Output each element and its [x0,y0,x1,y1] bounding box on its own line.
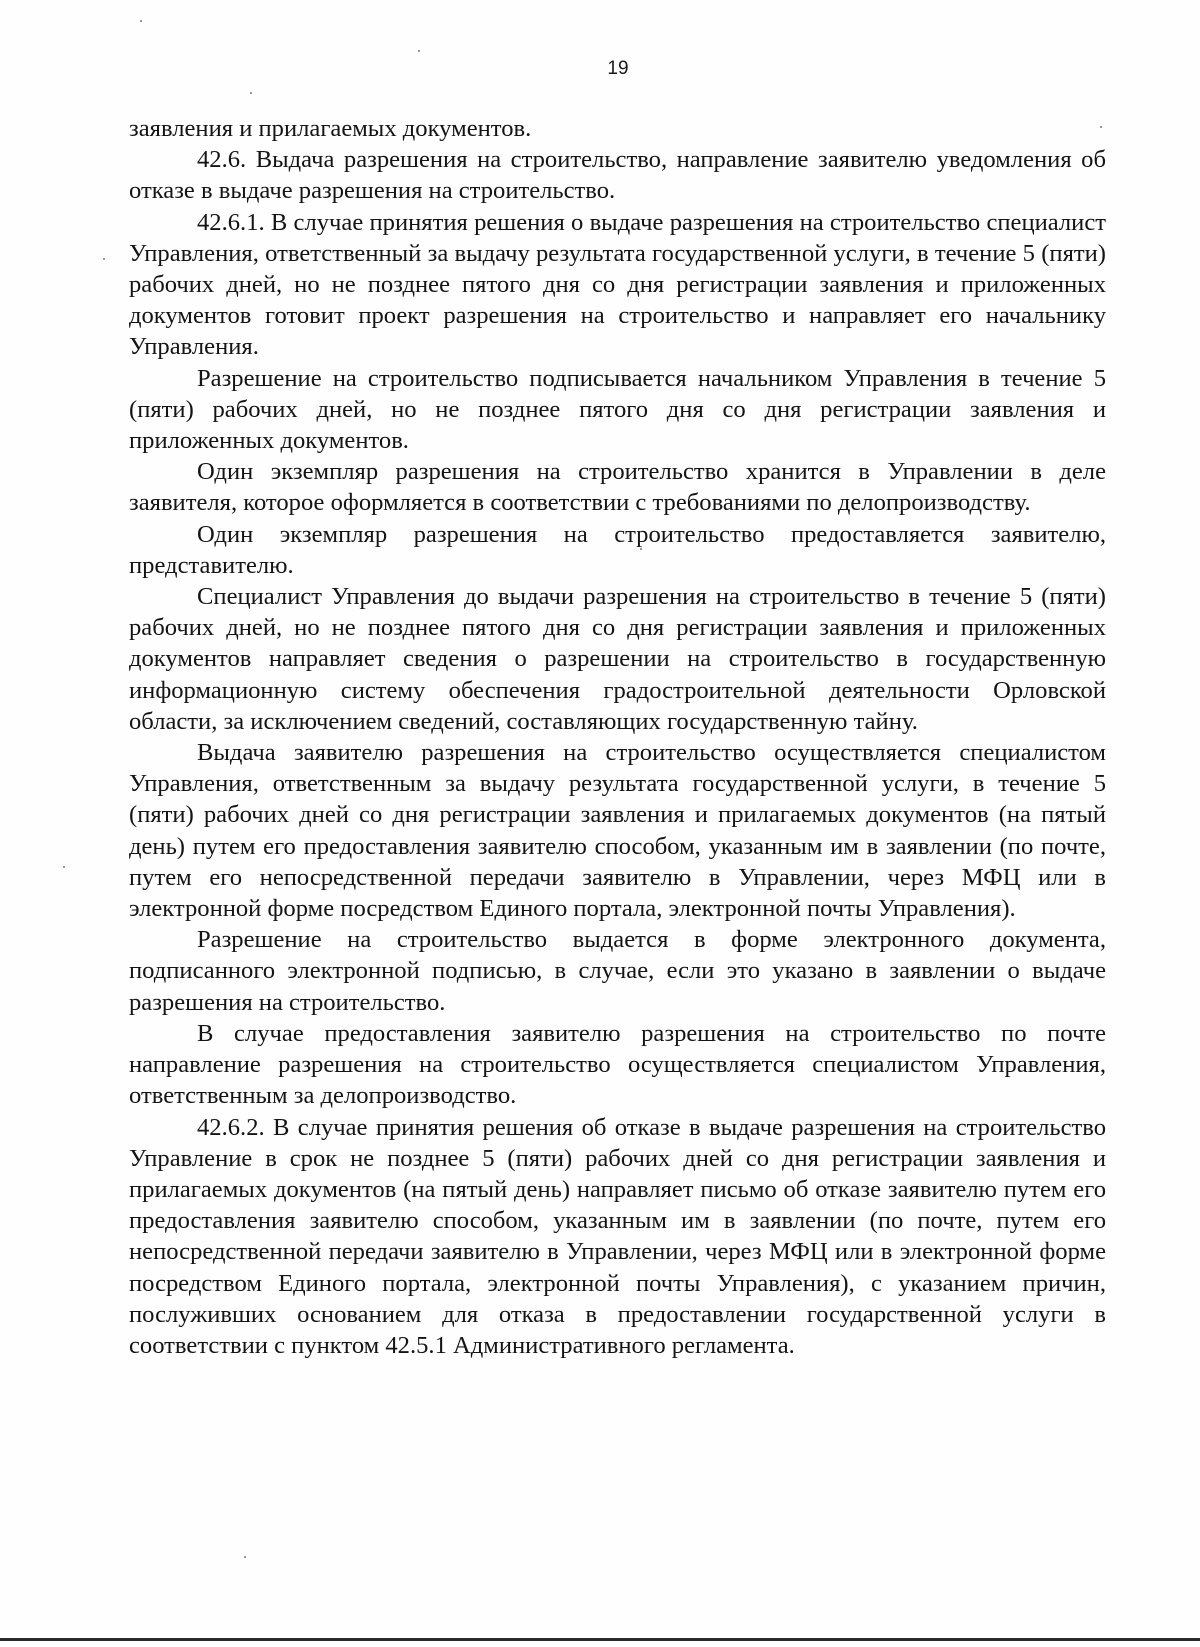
paragraph: Выдача заявителю разрешения на строительство осуществляется специалистом Управления, ответственным за выдачу результата государственной услуги, в течение 5 (пяти) рабочих дней со дня регистрации заявления и прилагаемых документов (на пятый день) путем его предоставления заявителю способом, указанным им в заявлении (по почте, путем его непосредственной передачи заявителю в Управлении, через МФЦ или в электронной форме посредством Единого портала, электронной почты Управления). [129,739,1106,923]
document-body [129,113,1106,1361]
paragraph: Один экземпляр разрешения на строительство предоставляется заявителю, представителю. [129,520,1106,579]
scan-speck [244,1556,246,1558]
paragraph: Разрешение на строительство подписывается начальником Управления в течение 5 (пяти) рабочих дней, но не позднее пятого дня со дня регистрации заявления и приложенных документов. [129,364,1106,455]
paragraph: Один экземпляр разрешения на строительство хранится в Управлении в деле заявителя, которое оформляется в соответствии с требованиями по делопроизводству. [129,458,1106,517]
paragraph: 42.6. Выдача разрешения на строительство, направление заявителю уведомления об отказе в выдаче разрешения на строительство. [129,146,1106,205]
scan-speck [418,50,420,52]
scan-speck [63,866,65,868]
paragraph: заявления и прилагаемых документов. [129,115,532,142]
paragraph: Разрешение на строительство выдается в форме электронного документа, подписанного электронной подписью, в случае, если это указано в заявлении о выдаче разрешения на строительство. [129,926,1106,1016]
scan-speck [250,92,252,94]
page-number: 19 [607,58,629,79]
scan-speck [140,20,142,22]
scan-speck [103,258,105,260]
paragraph: 42.6.1. В случае принятия решения о выдаче разрешения на строительство специалист Управления, ответственный за выдачу результата государственной услуги, в течение 5 (пяти) рабочих дней, но не позднее пятого дня со дня регистрации заявления и приложенных документов готовит проект разрешения на строительство и направляет его начальнику Управления. [129,208,1106,361]
page-bottom-border [0,1638,1200,1641]
paragraph: Специалист Управления до выдачи разрешения на строительство в течение 5 (пяти) рабочих дней, но не позднее пятого дня со дня регистрации заявления и приложенных документов направляет сведения о разрешении на строительство в государственную информационную систему обеспечения градостроительной деятельности Орловской области, за исключением сведений, составляющих государственную тайну. [129,583,1106,735]
paragraph: В случае предоставления заявителю разрешения на строительство по почте направление разрешения на строительство осуществляется специалистом Управления, ответственным за делопроизводство. [129,1019,1106,1110]
paragraph: 42.6.2. В случае принятия решения об отказе в выдаче разрешения на строительство Управление в срок не позднее 5 (пяти) рабочих дней со дня регистрации заявления и прилагаемых документов (на пятый день) направляет письмо об отказе заявителю путем его предоставления заявителю способом, указанным им в заявлении (по почте, путем его непосредственной передачи заявителю в Управлении, через МФЦ или в электронной форме посредством Единого портала, электронной почты Управления), с указанием причин, послуживших основанием для отказа в предоставлении государственной услуги в соответствии с пунктом 42.5.1 Административного регламента. [129,1113,1106,1359]
